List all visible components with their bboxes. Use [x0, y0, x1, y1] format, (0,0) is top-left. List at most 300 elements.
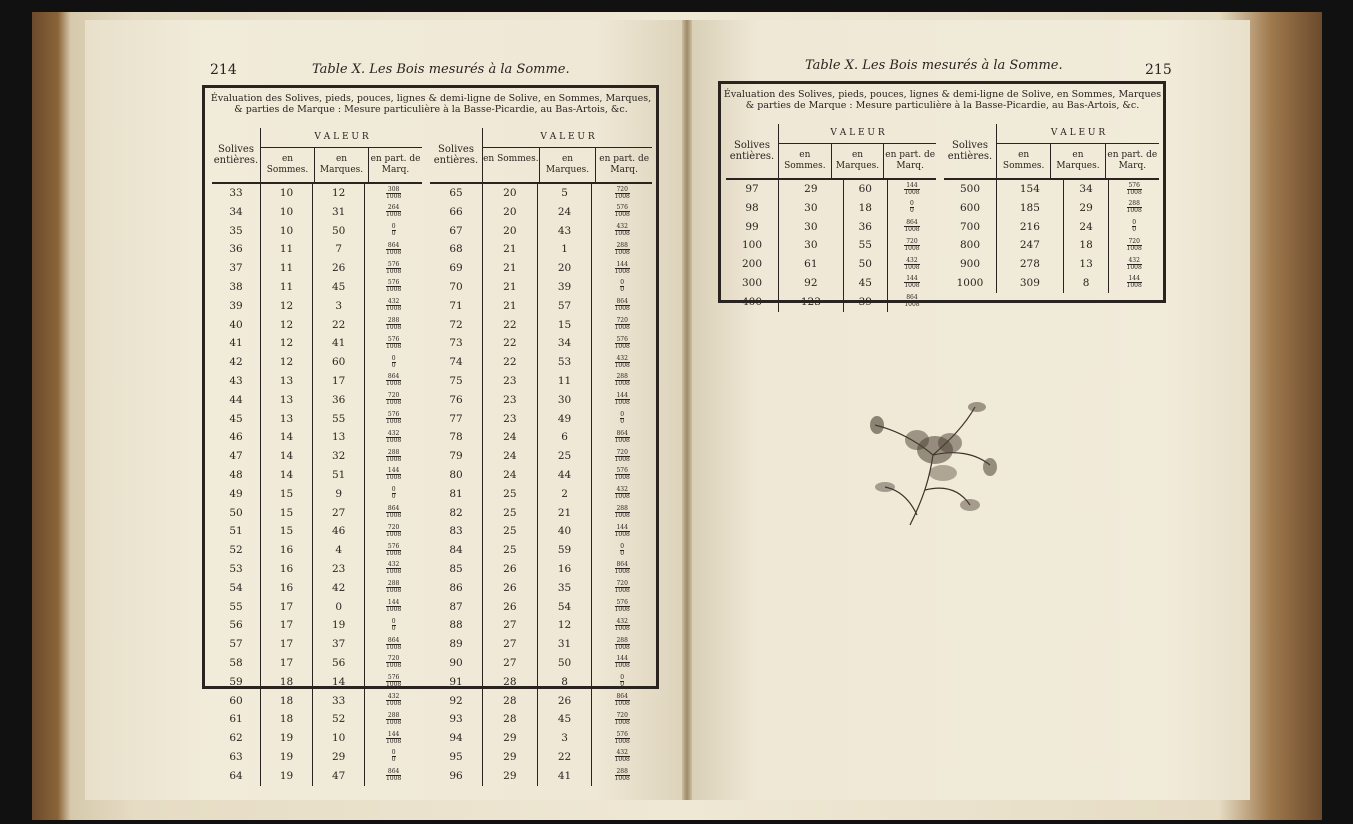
- numerator: 576: [387, 260, 400, 268]
- header-row: [944, 124, 1159, 179]
- table-row: [726, 236, 936, 255]
- table-row: [212, 222, 422, 241]
- numerator: 576: [616, 599, 628, 607]
- header-marques: en Marques.: [315, 148, 369, 182]
- marques-cell: 15: [537, 316, 592, 335]
- header-marques: en Marques.: [1051, 144, 1105, 178]
- marques-cell: 16: [537, 560, 592, 579]
- fraction: [386, 562, 401, 575]
- sommes-cell: 21: [483, 259, 538, 278]
- denominator: 1008: [614, 700, 630, 708]
- numerator: 720: [616, 185, 628, 193]
- denominator: 1008: [904, 301, 920, 309]
- solives-cell: 500: [944, 179, 997, 199]
- solives-cell: 84: [430, 541, 483, 560]
- marques-cell: 50: [313, 222, 365, 241]
- sommes-cell: 16: [261, 579, 313, 598]
- numerator: 432: [906, 256, 918, 264]
- solives-cell: 92: [430, 692, 483, 711]
- numerator: 144: [387, 599, 400, 607]
- numerator: 288: [616, 373, 628, 381]
- sommes-cell: 12: [261, 297, 313, 316]
- numerator: 264: [387, 204, 400, 212]
- solives-cell: 41: [212, 334, 261, 353]
- denominator: 1008: [614, 756, 630, 764]
- sommes-cell: 25: [483, 541, 538, 560]
- sommes-cell: 309: [997, 274, 1064, 293]
- marques-cell: 4: [313, 541, 365, 560]
- solives-cell: 61: [212, 710, 261, 729]
- right-caption-line2: & parties de Marque : Mesure particulière à la Basse-Picardie, au Bas-Artois, &c.: [745, 100, 1140, 111]
- table-row: [430, 240, 652, 259]
- sommes-cell: 17: [261, 635, 313, 654]
- marques-cell: 3: [313, 297, 365, 316]
- parties-cell: [592, 541, 652, 560]
- marques-cell: 24: [1063, 218, 1109, 237]
- numerator: 576: [1128, 181, 1140, 189]
- denominator: 1008: [614, 230, 630, 238]
- denominator: 1008: [385, 737, 402, 745]
- marques-cell: 12: [537, 616, 592, 635]
- marques-cell: 55: [843, 236, 887, 255]
- parties-cell: [592, 616, 652, 635]
- parties-cell: [365, 560, 422, 579]
- solives-cell: 79: [430, 447, 483, 466]
- denominator: 1008: [385, 681, 402, 689]
- sommes-cell: 10: [261, 183, 313, 203]
- sommes-cell: 28: [483, 710, 538, 729]
- numerator: 576: [387, 542, 400, 550]
- parties-cell: [365, 729, 422, 748]
- fraction: [615, 656, 630, 669]
- sommes-cell: 28: [483, 692, 538, 711]
- denominator: 1008: [385, 286, 402, 294]
- marques-cell: 42: [313, 579, 365, 598]
- solives-cell: 60: [212, 692, 261, 711]
- marques-cell: 43: [537, 222, 592, 241]
- numerator: 864: [906, 219, 918, 227]
- numerator: 288: [616, 636, 628, 644]
- fraction: [615, 619, 630, 632]
- sommes-cell: 247: [997, 236, 1064, 255]
- denominator: 1008: [614, 643, 630, 651]
- solives-cell: 65: [430, 183, 483, 203]
- denominator: 1008: [385, 700, 402, 708]
- sommes-cell: 92: [779, 274, 844, 293]
- marques-cell: 3: [537, 729, 592, 748]
- solives-cell: 200: [726, 255, 779, 274]
- marques-cell: 22: [537, 748, 592, 767]
- header-solives: Solives entières.: [212, 128, 261, 183]
- table-row: [212, 203, 422, 222]
- numerator: 288: [616, 505, 628, 513]
- sommes-cell: 30: [779, 199, 844, 218]
- parties-cell: [1109, 218, 1159, 237]
- table-row: [430, 673, 652, 692]
- parties-cell: [592, 692, 652, 711]
- numerator: 720: [616, 711, 628, 719]
- fraction: [386, 544, 401, 557]
- sommes-cell: 15: [261, 522, 313, 541]
- denominator: 1008: [614, 606, 630, 614]
- parties-cell: [592, 522, 652, 541]
- fraction: [615, 487, 630, 500]
- table-row: [212, 504, 422, 523]
- marques-cell: 12: [313, 183, 365, 203]
- fraction: [1127, 258, 1142, 271]
- numerator: 0: [391, 354, 396, 362]
- parties-cell: [365, 654, 422, 673]
- parties-cell: [592, 560, 652, 579]
- fraction: [615, 506, 630, 519]
- table-row: [212, 654, 422, 673]
- table-row: [430, 522, 652, 541]
- fraction: [615, 187, 630, 200]
- parties-cell: [365, 410, 422, 429]
- fraction: [386, 600, 401, 613]
- left-caption-line1: Évaluation des Solives, pieds, pouces, lignes & demi-ligne de Solive, en Sommes, Marques,: [210, 93, 652, 104]
- numerator: 432: [387, 429, 400, 437]
- sommes-cell: 20: [483, 222, 538, 241]
- right-running-head: Table X. Les Bois mesurés à la Somme.: [805, 58, 1063, 73]
- marques-cell: 52: [313, 710, 365, 729]
- denominator: 1008: [1126, 282, 1142, 290]
- numerator: 720: [616, 580, 628, 588]
- numerator: 0: [620, 411, 625, 419]
- numerator: 432: [616, 354, 628, 362]
- parties-cell: [365, 504, 422, 523]
- fraction: [620, 412, 624, 425]
- fraction: [615, 581, 630, 594]
- sommes-cell: 15: [261, 485, 313, 504]
- solives-cell: 46: [212, 428, 261, 447]
- fraction: [615, 318, 630, 331]
- parties-cell: [365, 767, 422, 786]
- marques-cell: 32: [313, 447, 365, 466]
- header-valeur: [997, 124, 1160, 179]
- numerator: 720: [387, 655, 400, 663]
- sommes-cell: 24: [483, 447, 538, 466]
- solives-cell: 100: [726, 236, 779, 255]
- numerator: 576: [387, 335, 400, 343]
- fraction: [615, 299, 630, 312]
- solives-cell: 85: [430, 560, 483, 579]
- left-table-a: [212, 128, 422, 786]
- marques-cell: 57: [537, 297, 592, 316]
- numerator: 720: [616, 317, 628, 325]
- fraction: [386, 656, 401, 669]
- sommes-cell: 22: [483, 316, 538, 335]
- marques-cell: 13: [313, 428, 365, 447]
- parties-cell: [365, 259, 422, 278]
- left-running-head: Table X. Les Bois mesurés à la Somme.: [312, 62, 570, 77]
- fraction: [386, 638, 401, 651]
- header-solives: Solives entières.: [726, 124, 779, 179]
- parties-cell: [1109, 199, 1159, 218]
- parties-cell: [1109, 255, 1159, 274]
- table-row: [944, 274, 1159, 293]
- parties-cell: [592, 447, 652, 466]
- parties-cell: [365, 710, 422, 729]
- solives-cell: 55: [212, 598, 261, 617]
- denominator: 1008: [385, 530, 402, 538]
- fraction: [615, 769, 630, 782]
- sommes-cell: 11: [261, 259, 313, 278]
- fraction: [615, 224, 630, 237]
- table-row: [430, 541, 652, 560]
- fraction: [615, 713, 630, 726]
- solives-cell: 44: [212, 391, 261, 410]
- header-marques: en Marques.: [832, 144, 885, 178]
- numerator: 720: [906, 237, 918, 245]
- sommes-cell: 16: [261, 560, 313, 579]
- parties-cell: [592, 598, 652, 617]
- table-row: [726, 293, 936, 312]
- solives-cell: 59: [212, 673, 261, 692]
- solives-cell: 400: [726, 293, 779, 312]
- numerator: 576: [616, 335, 628, 343]
- denominator: 1008: [614, 662, 630, 670]
- solives-cell: 87: [430, 598, 483, 617]
- numerator: 144: [616, 523, 628, 531]
- solives-cell: 93: [430, 710, 483, 729]
- table-row: [212, 579, 422, 598]
- numerator: 144: [616, 655, 628, 663]
- solives-cell: 89: [430, 635, 483, 654]
- parties-cell: [887, 179, 936, 199]
- table-row: [212, 616, 422, 635]
- table-row: [430, 259, 652, 278]
- fraction: [904, 239, 919, 252]
- parties-cell: [365, 240, 422, 259]
- fraction: [615, 431, 630, 444]
- sommes-cell: 10: [261, 203, 313, 222]
- table-row: [212, 428, 422, 447]
- header-sommes: en Sommes.: [997, 144, 1051, 178]
- marques-cell: 47: [313, 767, 365, 786]
- sommes-cell: 29: [483, 767, 538, 786]
- denominator: 1008: [385, 587, 402, 595]
- marques-cell: 55: [313, 410, 365, 429]
- sommes-cell: 11: [261, 240, 313, 259]
- sommes-cell: 13: [261, 410, 313, 429]
- sommes-cell: 17: [261, 654, 313, 673]
- table-row: [430, 485, 652, 504]
- denominator: 1008: [614, 399, 630, 407]
- solives-cell: 35: [212, 222, 261, 241]
- sommes-cell: 26: [483, 598, 538, 617]
- solives-cell: 43: [212, 372, 261, 391]
- table-row: [726, 255, 936, 274]
- parties-cell: [365, 183, 422, 203]
- fraction: [615, 356, 630, 369]
- numerator: 144: [616, 260, 628, 268]
- sommes-cell: 23: [483, 391, 538, 410]
- fraction: [1127, 239, 1142, 252]
- sommes-cell: 24: [483, 428, 538, 447]
- table-row: [212, 466, 422, 485]
- solives-cell: 62: [212, 729, 261, 748]
- solives-cell: 33: [212, 183, 261, 203]
- parties-cell: [365, 372, 422, 391]
- fraction: [615, 337, 630, 350]
- sommes-cell: 26: [483, 560, 538, 579]
- table-row: [212, 240, 422, 259]
- sommes-cell: 27: [483, 616, 538, 635]
- marques-cell: 37: [313, 635, 365, 654]
- marques-cell: 25: [537, 447, 592, 466]
- header-valeur: [483, 128, 653, 183]
- solives-cell: 88: [430, 616, 483, 635]
- numerator: 288: [1128, 200, 1140, 208]
- fraction: [386, 506, 401, 519]
- solives-cell: 300: [726, 274, 779, 293]
- sommes-cell: 29: [779, 179, 844, 199]
- header-parties: en part. de Marq.: [885, 150, 936, 171]
- solives-cell: 98: [726, 199, 779, 218]
- sommes-cell: 12: [261, 334, 313, 353]
- numerator: 432: [387, 298, 400, 306]
- solives-cell: 63: [212, 748, 261, 767]
- left-caption-line2: & parties de Marque : Mesure particulière à la Basse-Picardie, au Bas-Artois, &c.: [234, 104, 628, 115]
- sommes-cell: 25: [483, 522, 538, 541]
- sommes-cell: 29: [483, 729, 538, 748]
- solives-cell: 42: [212, 353, 261, 372]
- numerator: 144: [616, 392, 628, 400]
- marques-cell: 33: [313, 692, 365, 711]
- marques-cell: 39: [843, 293, 887, 312]
- sommes-cell: 15: [261, 504, 313, 523]
- denominator: 1008: [385, 549, 402, 557]
- solives-cell: 81: [430, 485, 483, 504]
- table-row: [726, 179, 936, 199]
- fraction: [615, 694, 630, 707]
- fraction: [386, 318, 401, 331]
- denominator: 0: [620, 549, 625, 557]
- marques-cell: 45: [537, 710, 592, 729]
- marques-cell: 20: [537, 259, 592, 278]
- sommes-cell: 14: [261, 466, 313, 485]
- parties-cell: [592, 353, 652, 372]
- parties-cell: [365, 334, 422, 353]
- parties-cell: [592, 183, 652, 203]
- sommes-cell: 123: [779, 293, 844, 312]
- table-row: [212, 259, 422, 278]
- table-row: [430, 353, 652, 372]
- denominator: 1008: [385, 474, 402, 482]
- solives-cell: 94: [430, 729, 483, 748]
- table-row: [212, 673, 422, 692]
- sommes-cell: 185: [997, 199, 1064, 218]
- marques-cell: 54: [537, 598, 592, 617]
- sommes-cell: 24: [483, 466, 538, 485]
- parties-cell: [365, 297, 422, 316]
- sommes-cell: 20: [483, 203, 538, 222]
- parties-cell: [365, 353, 422, 372]
- denominator: 1008: [614, 718, 630, 726]
- denominator: 1008: [385, 606, 402, 614]
- sommes-cell: 12: [261, 316, 313, 335]
- parties-cell: [887, 274, 936, 293]
- table-row: [430, 466, 652, 485]
- fraction: [386, 431, 401, 444]
- sommes-cell: 154: [997, 179, 1064, 199]
- fraction: [1127, 183, 1142, 196]
- solives-cell: 75: [430, 372, 483, 391]
- marques-cell: 11: [537, 372, 592, 391]
- solives-cell: 74: [430, 353, 483, 372]
- sommes-cell: 19: [261, 729, 313, 748]
- denominator: 0: [391, 361, 396, 369]
- header-valeur-title: V A L E U R: [483, 128, 652, 148]
- denominator: 0: [391, 624, 396, 632]
- denominator: 1008: [385, 211, 402, 219]
- parties-cell: [592, 391, 652, 410]
- table-row: [430, 428, 652, 447]
- marques-cell: 46: [313, 522, 365, 541]
- numerator: 432: [616, 617, 628, 625]
- denominator: 1008: [614, 361, 630, 369]
- table-row: [430, 616, 652, 635]
- parties-cell: [592, 635, 652, 654]
- solives-cell: 83: [430, 522, 483, 541]
- sommes-cell: 26: [483, 579, 538, 598]
- numerator: 0: [1132, 219, 1137, 227]
- parties-cell: [365, 673, 422, 692]
- parties-cell: [887, 255, 936, 274]
- sommes-cell: 27: [483, 654, 538, 673]
- denominator: 1008: [904, 282, 920, 290]
- sommes-cell: 27: [483, 635, 538, 654]
- solives-cell: 67: [430, 222, 483, 241]
- marques-cell: 18: [843, 199, 887, 218]
- solives-cell: 66: [430, 203, 483, 222]
- denominator: 1008: [614, 568, 630, 576]
- numerator: 864: [616, 298, 628, 306]
- header-valeur-title: V A L E U R: [261, 128, 422, 148]
- denominator: 1008: [614, 493, 630, 501]
- fraction: [615, 262, 630, 275]
- denominator: 1008: [385, 512, 402, 520]
- table-row: [212, 183, 422, 203]
- denominator: 1008: [614, 248, 630, 256]
- sommes-cell: 12: [261, 353, 313, 372]
- numerator: 864: [387, 373, 400, 381]
- fraction: [386, 187, 401, 200]
- table-row: [430, 297, 652, 316]
- marques-cell: 39: [537, 278, 592, 297]
- denominator: 1008: [614, 192, 630, 200]
- sommes-cell: 13: [261, 391, 313, 410]
- solives-cell: 69: [430, 259, 483, 278]
- numerator: 864: [387, 505, 400, 513]
- fraction: [386, 581, 401, 594]
- marques-cell: 26: [313, 259, 365, 278]
- solives-cell: 91: [430, 673, 483, 692]
- sommes-cell: 22: [483, 334, 538, 353]
- fraction: [615, 243, 630, 256]
- fraction: [392, 487, 396, 500]
- table-row: [944, 218, 1159, 237]
- header-row: [430, 128, 652, 183]
- denominator: 1008: [614, 474, 630, 482]
- header-sommes: en Sommes.: [779, 144, 832, 178]
- sommes-cell: 13: [261, 372, 313, 391]
- solives-cell: 49: [212, 485, 261, 504]
- solives-cell: 95: [430, 748, 483, 767]
- numerator: 0: [391, 617, 396, 625]
- parties-cell: [365, 278, 422, 297]
